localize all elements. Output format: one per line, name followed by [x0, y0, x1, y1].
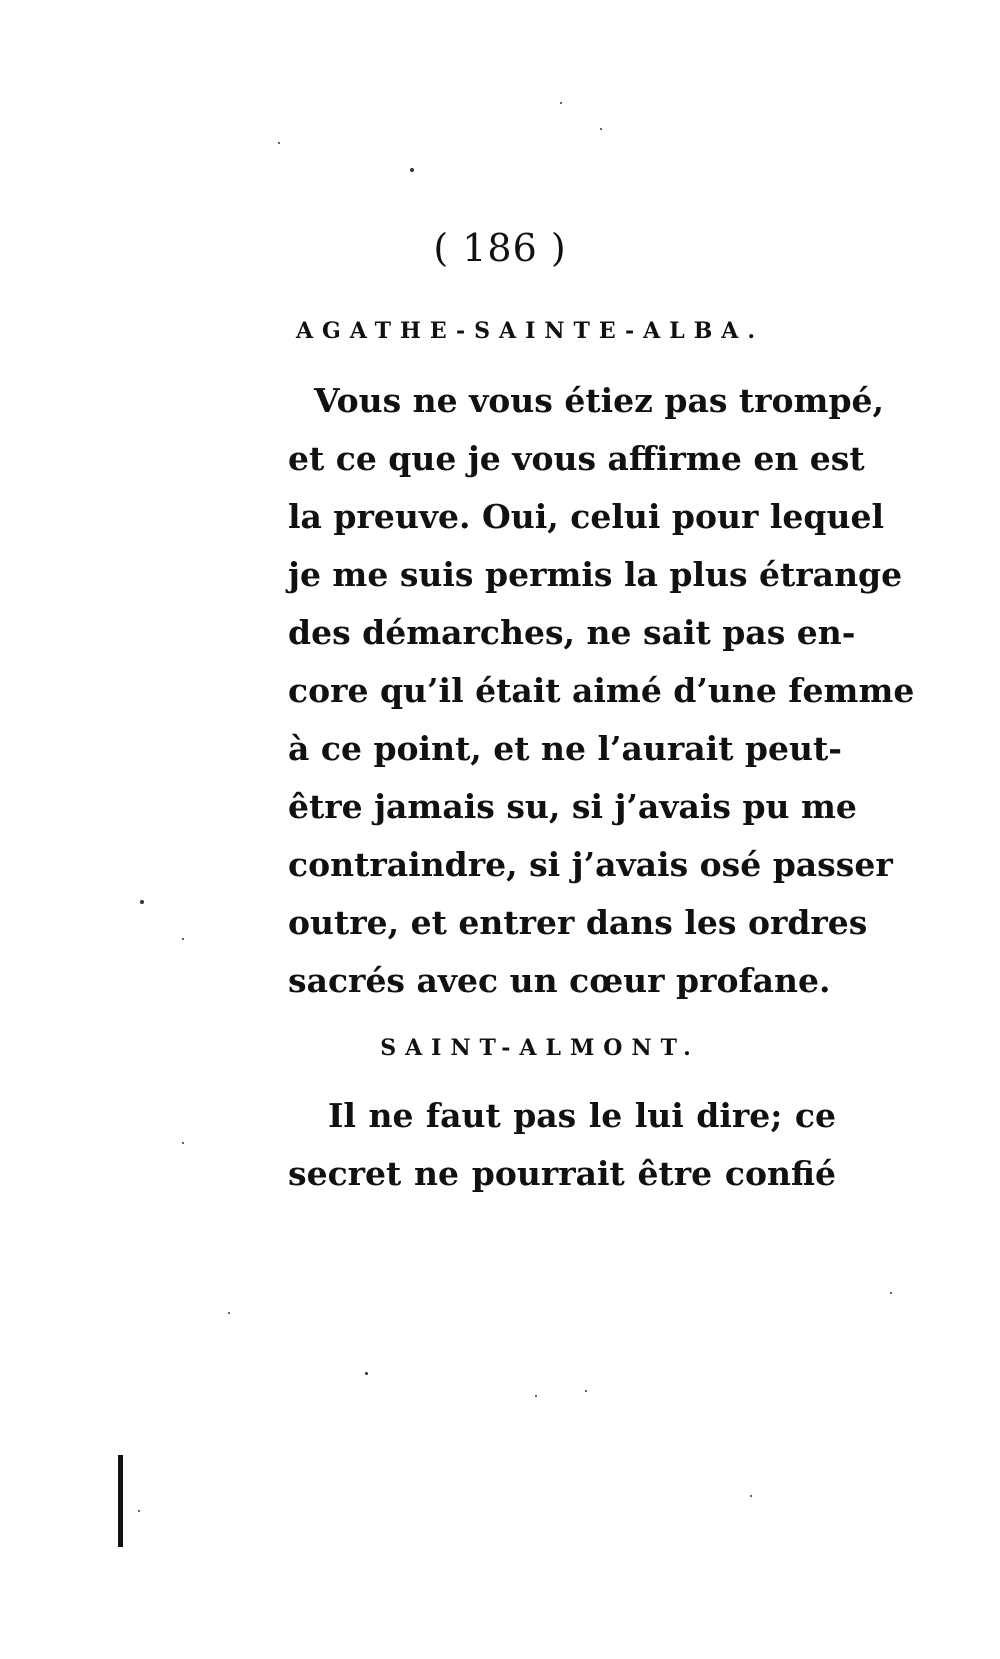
scan-speck: [560, 102, 562, 104]
text-line: je me suis permis la plus étrange: [288, 555, 903, 594]
scan-speck: [182, 1142, 184, 1144]
text-line: la preuve. Oui, celui pour lequel: [288, 497, 884, 536]
speaker-heading-agathe: AGATHE-SAINTE-ALBA.: [295, 318, 765, 344]
scan-speck: [182, 938, 184, 940]
text-line: outre, et entrer dans les ordres: [288, 903, 868, 942]
text-line: à ce point, et ne l’aurait peut-: [288, 729, 842, 768]
speech-saint-almont: [288, 1087, 836, 1203]
scan-speck: [750, 1495, 752, 1497]
text-line: secret ne pourrait être confié: [288, 1154, 836, 1193]
scan-speck: [228, 1312, 230, 1314]
scan-speck: [890, 1292, 892, 1294]
scan-speck: [138, 1510, 140, 1512]
scan-speck: [585, 1390, 587, 1392]
text-line: Vous ne vous étiez pas trompé,: [314, 381, 885, 420]
text-line: Il ne faut pas le lui dire; ce: [328, 1096, 836, 1135]
scan-speck: [410, 168, 414, 172]
speech-agathe: [288, 372, 915, 1010]
text-line: contraindre, si j’avais osé passer: [288, 845, 893, 884]
speaker-heading-saint-almont: SAINT-ALMONT.: [380, 1035, 700, 1061]
scan-speck: [600, 128, 602, 130]
page-number: ( 186 ): [433, 226, 567, 270]
text-line: être jamais su, si j’avais pu me: [288, 787, 857, 826]
scan-speck: [535, 1395, 537, 1397]
text-line: et ce que je vous affirme en est: [288, 439, 865, 478]
scan-speck: [140, 900, 144, 904]
scan-speck: [278, 142, 280, 144]
text-line: des démarches, ne sait pas en-: [288, 613, 856, 652]
text-line: sacrés avec un cœur profane.: [288, 961, 831, 1000]
page-edge-mark: [118, 1455, 123, 1547]
text-line: core qu’il était aimé d’une femme: [288, 671, 915, 710]
scan-speck: [365, 1372, 368, 1375]
